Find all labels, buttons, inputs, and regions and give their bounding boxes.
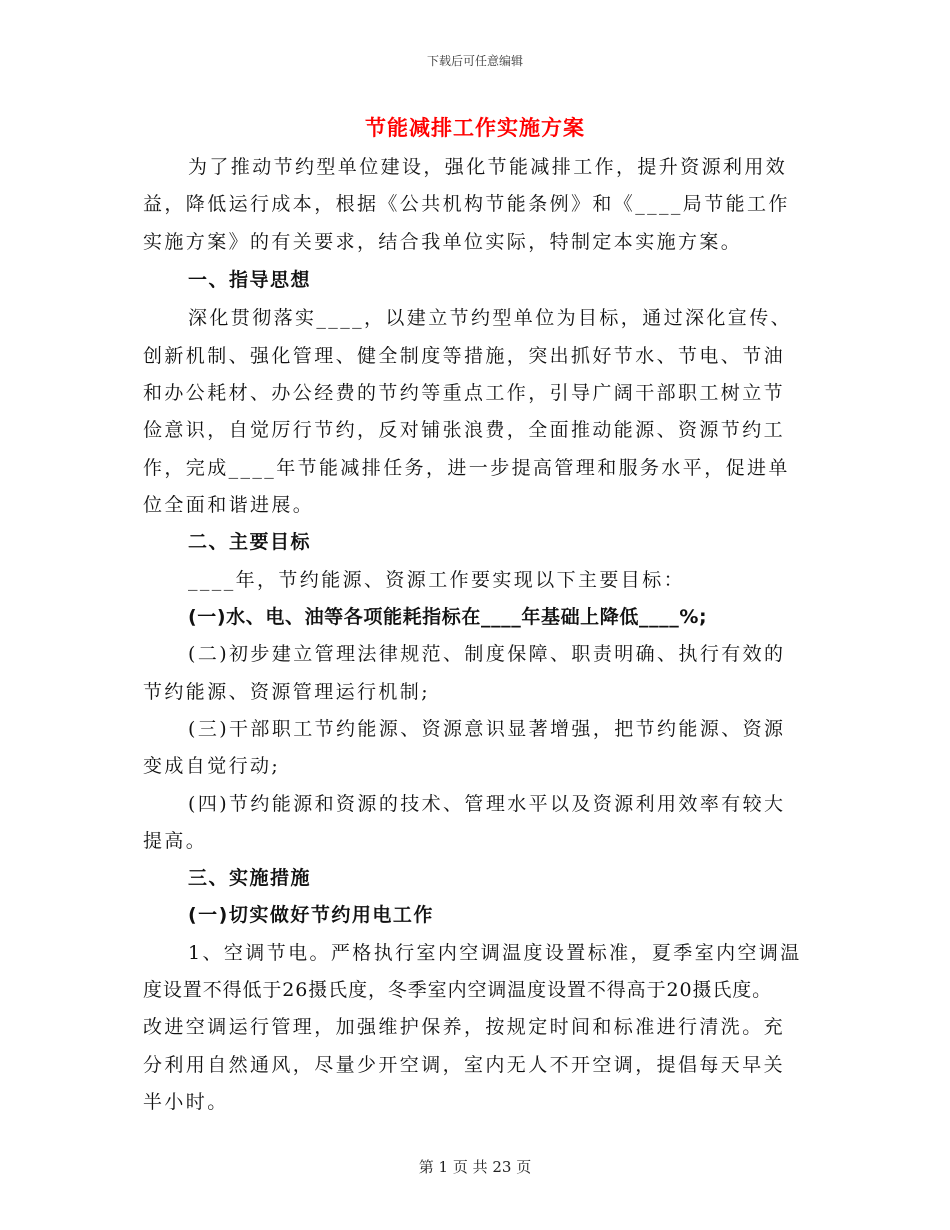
paragraph-line: 节约能源、资源管理运行机制; — [143, 681, 431, 703]
paragraph-line: 为了推动节约型单位建设，强化节能减排工作，提升资源利用效 — [188, 156, 788, 178]
paragraph-line: (二)初步建立管理法律规范、制度保障、职责明确、执行有效的 — [188, 643, 786, 665]
paragraph-line: 深化贯彻落实____，以建立节约型单位为目标，通过深化宣传、 — [188, 307, 793, 329]
page-number: 第 1 页 共 23 页 — [418, 1158, 532, 1176]
document-title: 节能减排工作实施方案 — [365, 115, 585, 140]
paragraph-line: 变成自觉行动; — [143, 755, 281, 777]
header-note: 下载后可任意编辑 — [426, 54, 523, 68]
paragraph-line: 实施方案》的有关要求，结合我单位实际，特制定本实施方案。 — [143, 231, 743, 253]
paragraph-line: 半小时。 — [143, 1091, 229, 1113]
paragraph-line: ____年，节约能源、资源工作要实现以下主要目标： — [188, 569, 686, 591]
paragraph-line: 位全面和谐进展。 — [143, 494, 315, 516]
paragraph-line: 度设置不得低于26摄氏度，冬季室内空调温度设置不得高于20摄氏度。 — [143, 979, 773, 1001]
paragraph-line: 和办公耗材、办公经费的节约等重点工作，引导广阔干部职工树立节 — [143, 382, 786, 404]
paragraph-line: 分利用自然通风，尽量少开空调，室内无人不开空调，提倡每天早关 — [143, 1054, 786, 1076]
section-heading: 二、主要目标 — [188, 531, 312, 553]
paragraph-line: 益，降低运行成本，根据《公共机构节能条例》和《____局节能工作 — [143, 193, 790, 215]
paragraph-line: 提高。 — [143, 830, 208, 852]
paragraph-line: 作，完成____年节能减排任务，进一步提高管理和服务水平，促进单 — [143, 457, 790, 479]
paragraph-line: 俭意识，自觉厉行节约，反对铺张浪费，全面推动能源、资源节约工 — [143, 419, 786, 441]
paragraph-line: (四)节约能源和资源的技术、管理水平以及资源利用效率有较大 — [188, 793, 786, 815]
section-heading: 一、指导思想 — [188, 269, 312, 291]
subsection-heading: (一)切实做好节约用电工作 — [188, 904, 434, 926]
paragraph-line: (三)干部职工节约能源、资源意识显著增强，把节约能源、资源 — [188, 718, 786, 740]
section-heading: 三、实施措施 — [188, 867, 312, 889]
paragraph-line: 1、空调节电。严格执行室内空调温度设置标准，夏季室内空调温 — [188, 942, 802, 964]
paragraph-line: 创新机制、强化管理、健全制度等措施，突出抓好节水、节电、节油 — [143, 345, 786, 367]
target-item-bold: (一)水、电、油等各项能耗指标在____年基础上降低____%; — [188, 606, 708, 628]
paragraph-line: 改进空调运行管理，加强维护保养，按规定时间和标准进行清洗。充 — [143, 1016, 786, 1038]
